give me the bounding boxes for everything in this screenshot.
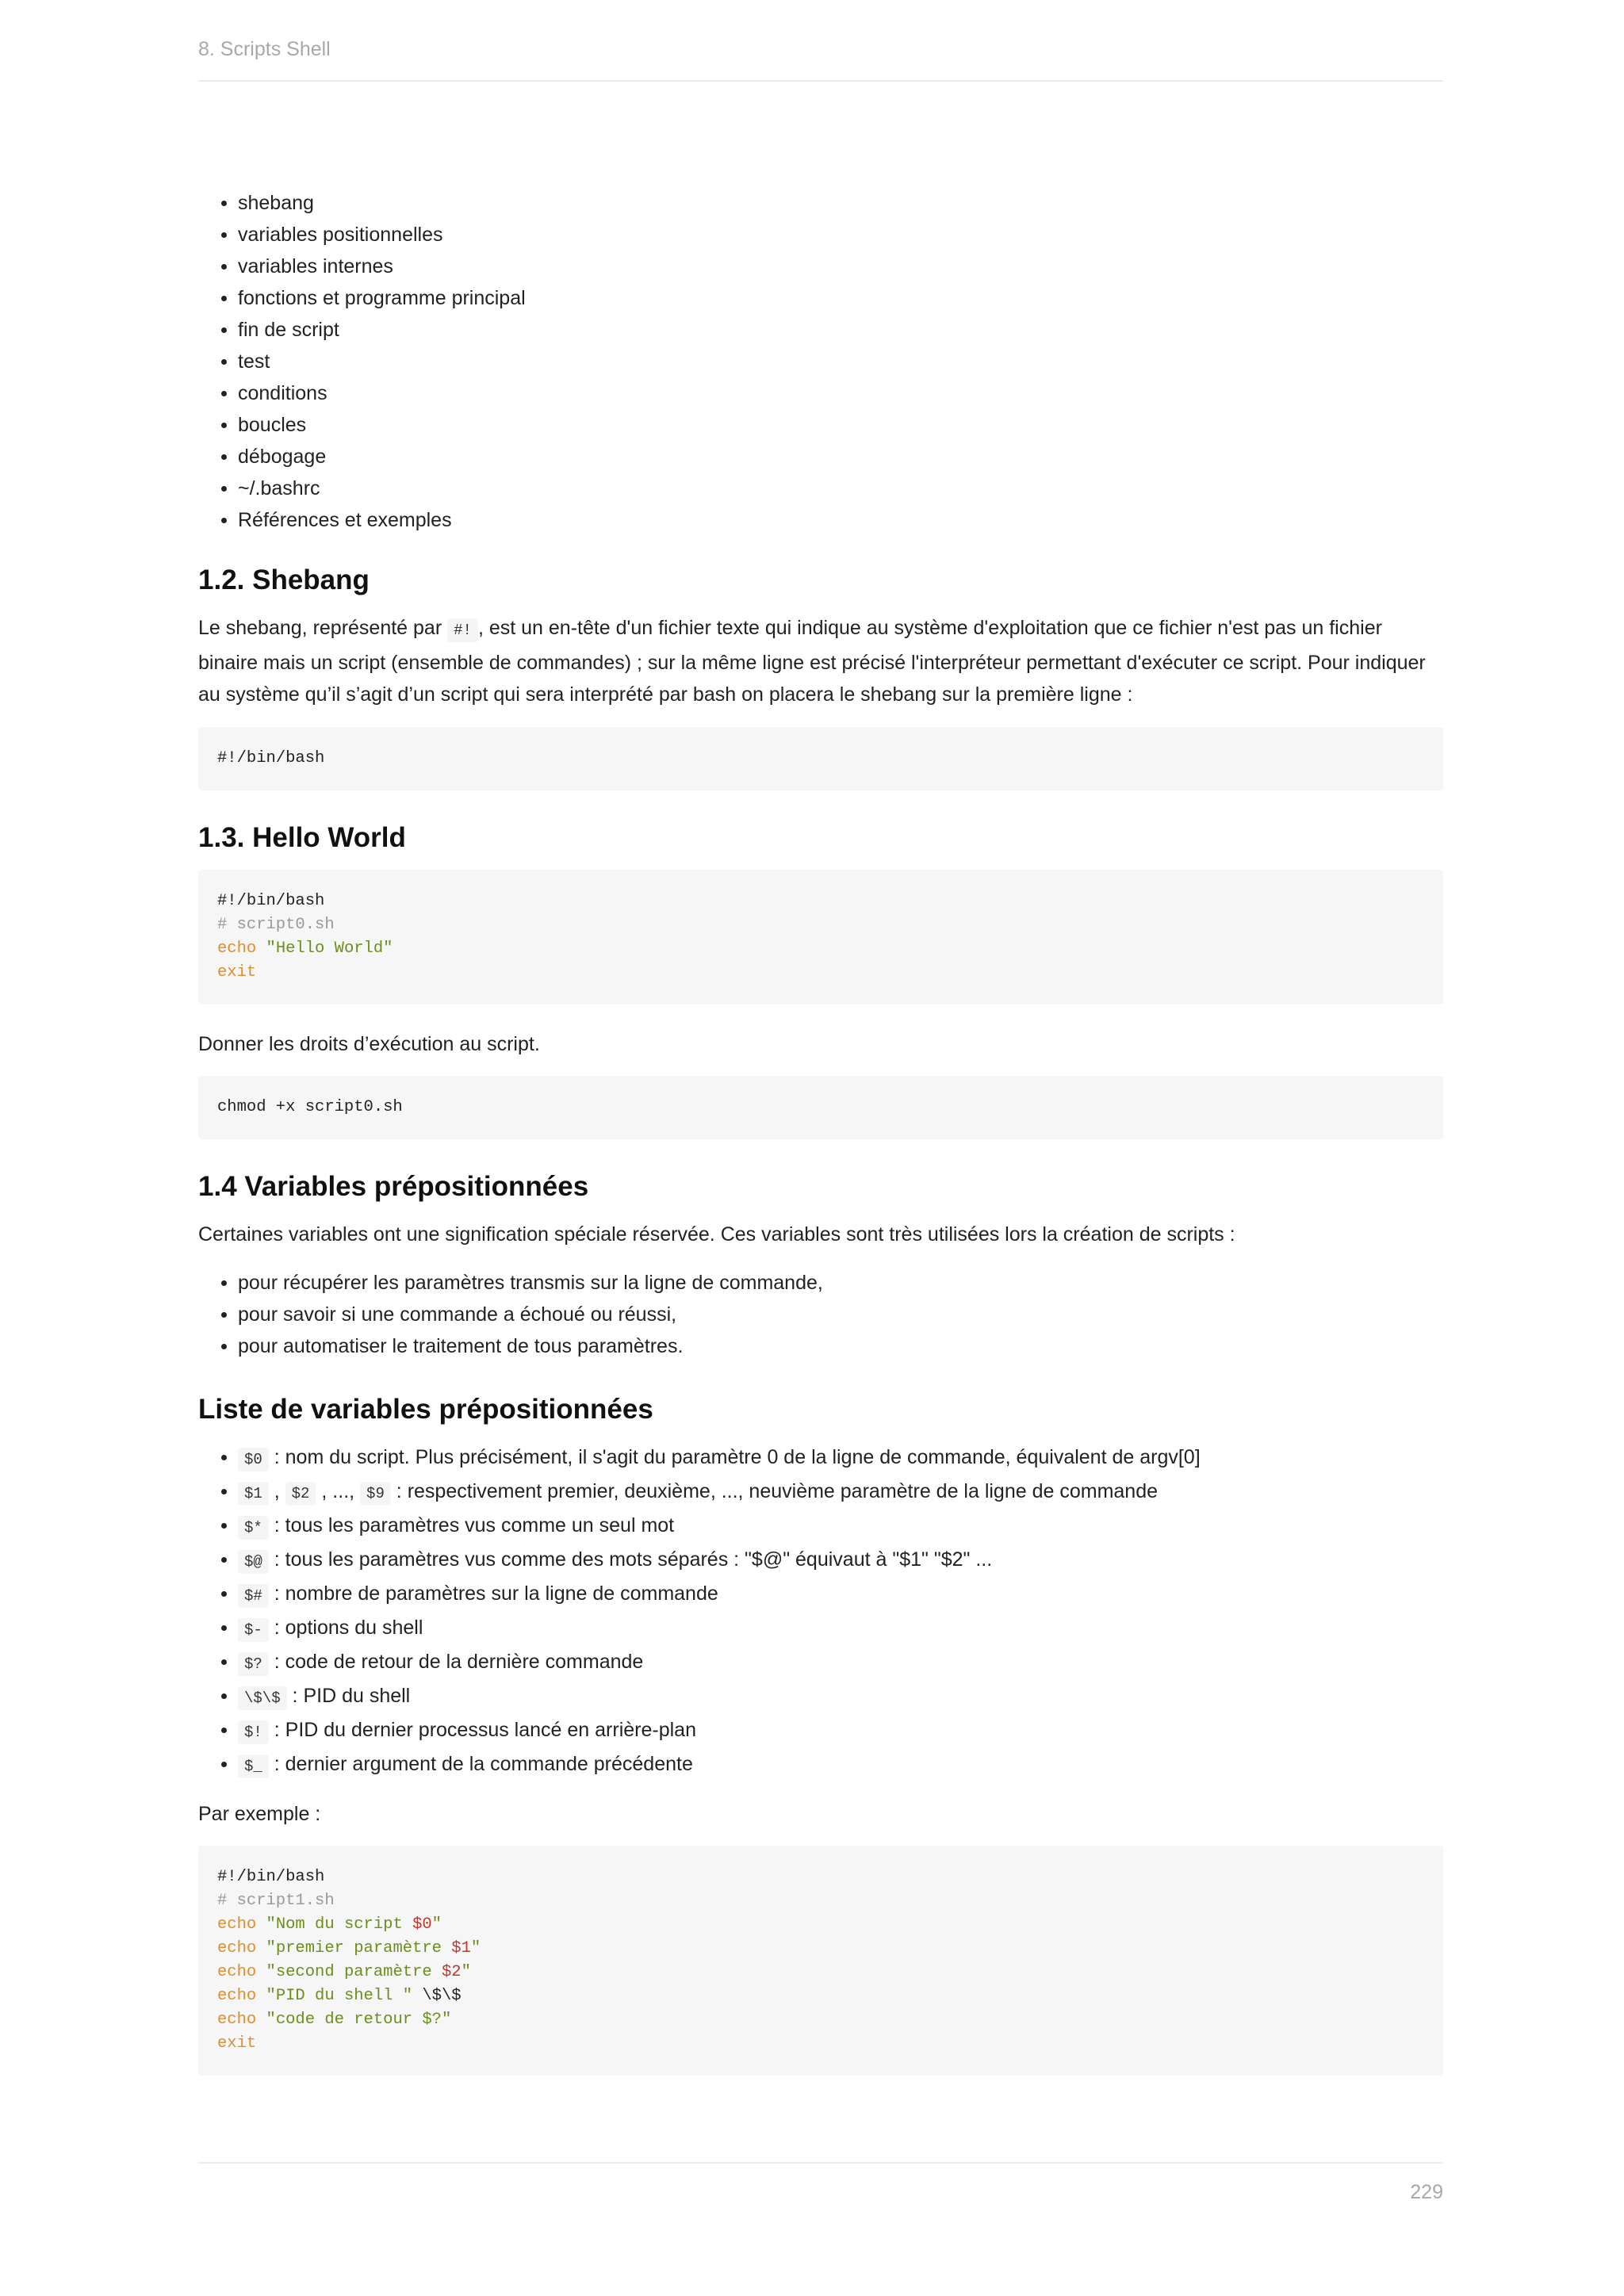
running-header: 8. Scripts Shell — [198, 38, 1443, 82]
list-item: • $? : code de retour de la dernière commande — [238, 1646, 1443, 1680]
variables-intro: Certaines variables ont une signification spéciale réservée. Ces variables sont très utilisées lors la création de scripts : — [198, 1223, 1235, 1246]
variable-list — [198, 1441, 1443, 1782]
example-label: Par exemple : — [198, 1802, 321, 1825]
inline-code: $! — [238, 1720, 269, 1744]
inline-code: $0 — [238, 1448, 269, 1471]
uses-list — [198, 1267, 1443, 1362]
section-heading-shebang: 1.2. Shebang — [198, 564, 370, 595]
section-heading-variables: 1.4 Variables prépositionnées — [198, 1171, 589, 1202]
shebang-paragraph: Le shebang, représenté par #! , est un en-tête d'un fichier texte qui indique au système d'exploitation que ce fichier n'est pas un fichier binaire mais un script (ensemble de commandes) ; sur la même ligne est précisé l'interpréteur permettant d'exécuter ce script. Pour indiquer au système qu’il s’agit d’un script qui sera interprété par bash on placera le shebang sur la première ligne : — [198, 617, 1426, 706]
inline-code: $@ — [238, 1550, 269, 1574]
code-block-chmod: chmod +x script0.sh — [198, 1076, 1443, 1139]
list-item: • $- : options du shell — [238, 1612, 1443, 1646]
list-item: • boucles — [238, 409, 1443, 441]
list-item: • \$\$ : PID du shell — [238, 1680, 1443, 1714]
list-item: • test — [238, 346, 1443, 377]
inline-code: $? — [238, 1652, 269, 1676]
inline-code: $* — [238, 1516, 269, 1540]
inline-code: $_ — [238, 1755, 269, 1778]
inline-code: \$\$ — [238, 1686, 287, 1710]
chmod-paragraph: Donner les droits d’exécution au script. — [198, 1032, 540, 1055]
list-item: • $@ : tous les paramètres vus comme des mots séparés : "$@" équivaut à "$1" "$2" ... — [238, 1544, 1443, 1578]
page-footer — [198, 2162, 1443, 2204]
toc-list — [198, 187, 1443, 536]
section-heading-hello-world: 1.3. Hello World — [198, 821, 406, 853]
list-item: • fonctions et programme principal — [238, 282, 1443, 314]
list-item: • ~/.bashrc — [238, 473, 1443, 504]
list-item: • variables positionnelles — [238, 219, 1443, 251]
code-block-shebang: #!/bin/bash — [198, 727, 1443, 790]
list-item: • pour récupérer les paramètres transmis sur la ligne de commande, — [238, 1267, 1443, 1299]
inline-code: $# — [238, 1584, 269, 1608]
page-number: 229 — [1410, 2181, 1443, 2203]
list-item: • débogage — [238, 441, 1443, 473]
list-item: • $0 : nom du script. Plus précisément, il s'agit du paramètre 0 de la ligne de commande, équivalent de argv[0] — [238, 1441, 1443, 1475]
list-item: • $! : PID du dernier processus lancé en arrière-plan — [238, 1714, 1443, 1748]
inline-code: #! — [447, 618, 478, 642]
list-item: • variables internes — [238, 251, 1443, 282]
list-item: • fin de script — [238, 314, 1443, 346]
list-item: • $* : tous les paramètres vus comme un seul mot — [238, 1510, 1443, 1544]
page-content — [198, 187, 1443, 2076]
list-item: • conditions — [238, 377, 1443, 409]
list-item: • $_ : dernier argument de la commande précédente — [238, 1748, 1443, 1782]
code-block-hello-world: #!/bin/bash # script0.sh echo "Hello World" exit — [198, 870, 1443, 1004]
list-item: • Références et exemples — [238, 504, 1443, 536]
inline-code: $- — [238, 1618, 269, 1642]
code-block-example: #!/bin/bash # script1.sh echo "Nom du script $0" echo "premier paramètre $1" echo "second paramètre $2" echo "PID du shell " \$\$ echo "code de retour $?" exit — [198, 1846, 1443, 2076]
inline-code: $1 — [238, 1482, 269, 1506]
list-item: • pour savoir si une commande a échoué ou réussi, — [238, 1299, 1443, 1330]
list-item: • $1 , $2 , ..., $9 : respectivement premier, deuxième, ..., neuvième paramètre de la ligne de commande — [238, 1475, 1443, 1510]
list-item: • shebang — [238, 187, 1443, 219]
inline-code: $9 — [360, 1482, 391, 1506]
list-item: • pour automatiser le traitement de tous paramètres. — [238, 1330, 1443, 1362]
inline-code: $2 — [285, 1482, 316, 1506]
list-item: • $# : nombre de paramètres sur la ligne de commande — [238, 1578, 1443, 1612]
section-heading-variable-list: Liste de variables prépositionnées — [198, 1393, 653, 1425]
